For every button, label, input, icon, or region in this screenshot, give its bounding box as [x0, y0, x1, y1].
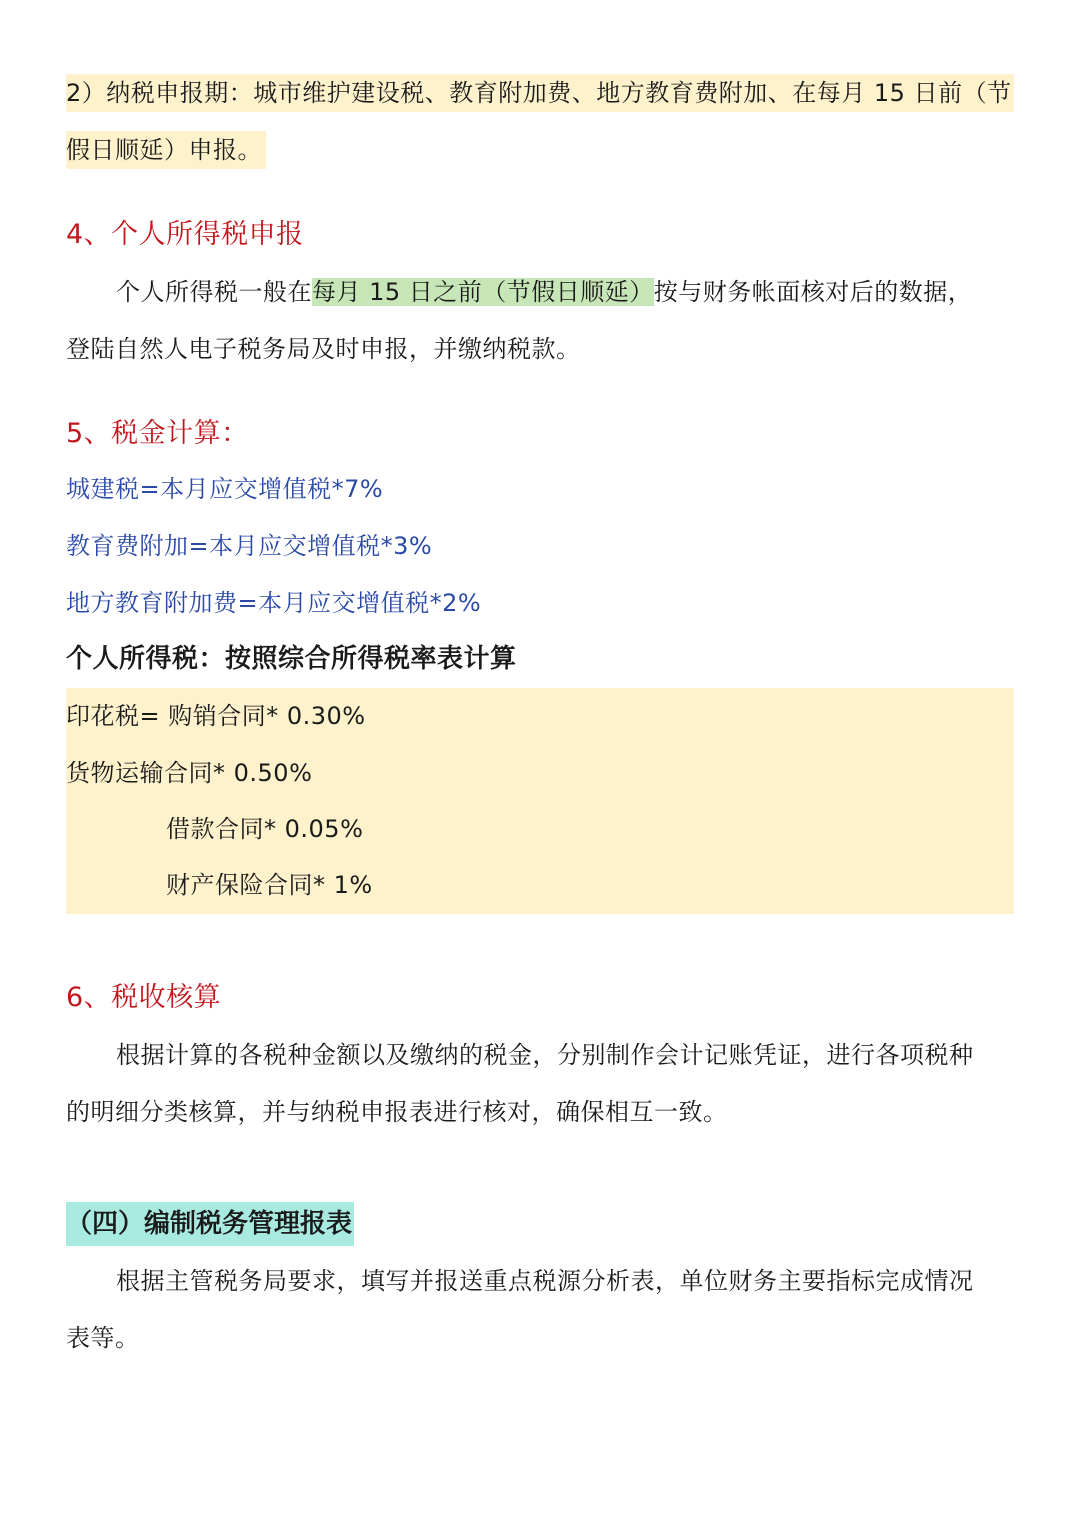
stamp-duty-property-insurance: 财产保险合同* 1% [166, 871, 373, 899]
section-4-heading: 4、个人所得税申报 [66, 219, 304, 250]
formula-education-surcharge: 教育费附加=本月应交增值税*3% [66, 532, 433, 560]
section-four-heading: （四）编制税务管理报表 [66, 1202, 354, 1246]
section-four-paragraph-line-2: 表等。 [66, 1324, 140, 1352]
section-6-paragraph-line-2: 的明细分类核算，并与纳税申报表进行核对，确保相互一致。 [66, 1098, 728, 1126]
stamp-duty-loan: 借款合同* 0.05% [166, 815, 364, 843]
section-four-paragraph-line-1: 根据主管税务局要求，填写并报送重点税源分析表，单位财务主要指标完成情况 [116, 1267, 974, 1295]
section-4-paragraph-line-2: 登陆自然人电子税务局及时申报，并缴纳税款。 [66, 335, 581, 363]
section-4-paragraph-line-1 [116, 273, 972, 311]
formula-local-education-surcharge: 地方教育附加费=本月应交增值税*2% [66, 589, 482, 617]
filing-period-line-2: 假日顺延）申报。 [66, 131, 266, 169]
section-4-text-after: 按与财务帐面核对后的数据， [653, 278, 973, 306]
stamp-duty-transport: 货物运输合同* 0.50% [66, 759, 313, 787]
formula-urban-construction-tax: 城建税=本月应交增值税*7% [66, 475, 384, 503]
section-6-paragraph-line-1: 根据计算的各税种金额以及缴纳的税金，分别制作会计记账凭证，进行各项税种 [116, 1041, 974, 1069]
section-6-heading: 6、税收核算 [66, 982, 222, 1013]
filing-period-line-1: 2）纳税申报期：城市维护建设税、教育附加费、地方教育费附加、在每月 15 日前（节 [66, 74, 1014, 112]
section-4-deadline-highlight: 每月 15 日之前（节假日顺延） [312, 278, 654, 306]
section-5-heading: 5、税金计算： [66, 418, 249, 449]
stamp-duty-purchase-sales: 印花税= 购销合同* 0.30% [66, 702, 366, 730]
section-4-text-before: 个人所得税一般在 [116, 278, 312, 306]
iit-calculation-note: 个人所得税：按照综合所得税率表计算 [66, 644, 517, 674]
